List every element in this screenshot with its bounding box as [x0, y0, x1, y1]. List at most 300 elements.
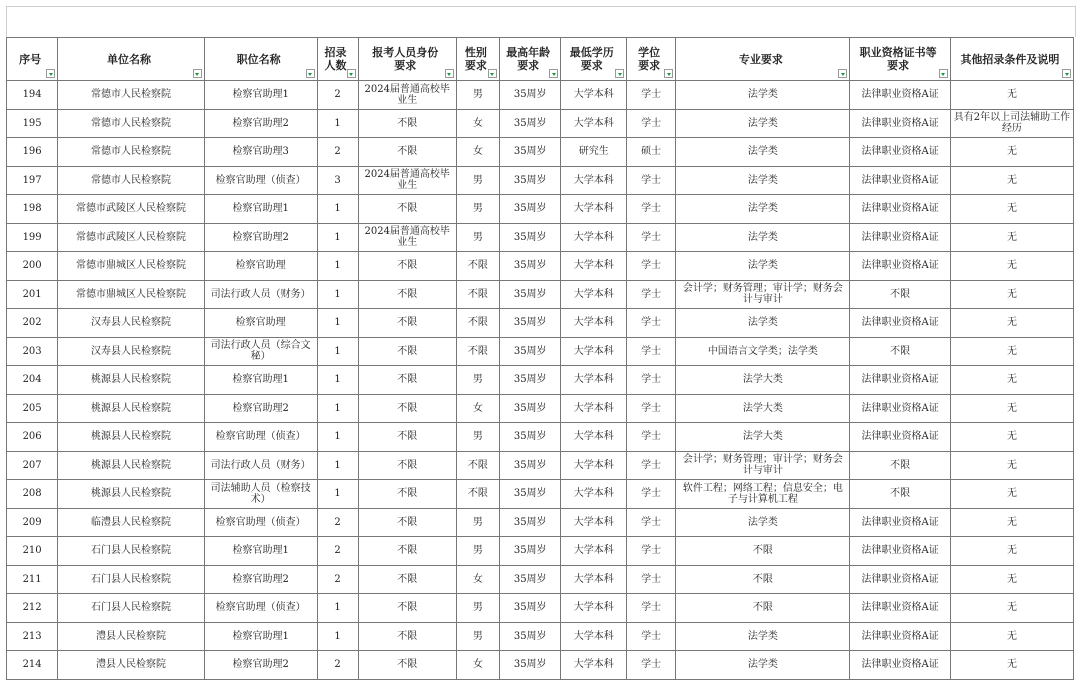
table-cell[interactable]: [676, 537, 850, 566]
table-cell[interactable]: [456, 508, 499, 537]
table-row: [7, 480, 1074, 509]
table-cell[interactable]: [317, 195, 358, 224]
table-cell[interactable]: [358, 423, 456, 452]
table-cell[interactable]: [950, 138, 1073, 167]
table-cell[interactable]: [358, 337, 456, 366]
table-cell[interactable]: [676, 337, 850, 366]
table-cell[interactable]: [499, 252, 560, 281]
table-cell[interactable]: [456, 138, 499, 167]
table-cell[interactable]: [950, 337, 1073, 366]
table-cell[interactable]: [950, 223, 1073, 252]
table-cell[interactable]: [7, 537, 58, 566]
table-cell[interactable]: [850, 508, 950, 537]
table-cell[interactable]: [317, 480, 358, 509]
table-cell[interactable]: [850, 138, 950, 167]
table-cell[interactable]: [850, 366, 950, 395]
table-cell[interactable]: [58, 195, 205, 224]
table-cell[interactable]: [627, 594, 676, 623]
table-cell[interactable]: [204, 651, 317, 680]
table-cell[interactable]: [627, 565, 676, 594]
table-cell[interactable]: [627, 138, 676, 167]
table-cell[interactable]: [850, 537, 950, 566]
table-cell[interactable]: [204, 109, 317, 138]
table-cell[interactable]: [950, 394, 1073, 423]
table-cell[interactable]: [499, 451, 560, 480]
table-cell[interactable]: [456, 81, 499, 110]
table-cell[interactable]: [358, 223, 456, 252]
filter-dropdown-icon[interactable]: [46, 69, 55, 78]
table-cell[interactable]: [499, 622, 560, 651]
table-cell[interactable]: [7, 622, 58, 651]
cell-text: 35周岁: [513, 459, 547, 471]
table-cell[interactable]: [950, 166, 1073, 195]
table-cell[interactable]: [850, 394, 950, 423]
table-cell[interactable]: [561, 223, 627, 252]
table-cell[interactable]: [58, 594, 205, 623]
filter-dropdown-icon[interactable]: [488, 69, 497, 78]
table-cell[interactable]: [676, 166, 850, 195]
table-cell[interactable]: [561, 166, 627, 195]
table-cell[interactable]: [627, 451, 676, 480]
table-cell[interactable]: [950, 109, 1073, 138]
table-cell[interactable]: [358, 480, 456, 509]
table-cell[interactable]: [850, 451, 950, 480]
table-cell[interactable]: [204, 252, 317, 281]
table-cell[interactable]: [204, 480, 317, 509]
table-cell[interactable]: [676, 394, 850, 423]
table-cell[interactable]: [317, 508, 358, 537]
table-cell[interactable]: [627, 651, 676, 680]
table-cell[interactable]: [358, 622, 456, 651]
table-cell[interactable]: [7, 223, 58, 252]
table-cell[interactable]: [676, 451, 850, 480]
cell-text: 35周岁: [513, 89, 547, 101]
table-cell[interactable]: [317, 451, 358, 480]
table-cell[interactable]: [561, 195, 627, 224]
table-cell[interactable]: [499, 223, 560, 252]
table-cell[interactable]: [317, 565, 358, 594]
table-cell[interactable]: [317, 280, 358, 309]
table-cell[interactable]: [456, 109, 499, 138]
table-cell[interactable]: [358, 508, 456, 537]
table-cell[interactable]: [561, 394, 627, 423]
cell-text: 大学本科: [573, 317, 614, 329]
table-cell[interactable]: [627, 109, 676, 138]
table-cell[interactable]: [204, 394, 317, 423]
table-cell[interactable]: [561, 337, 627, 366]
table-cell[interactable]: [676, 81, 850, 110]
cell-text: 法律职业资格A证: [861, 602, 939, 614]
table-cell[interactable]: [676, 366, 850, 395]
table-cell[interactable]: [317, 223, 358, 252]
table-cell[interactable]: [950, 81, 1073, 110]
cell-text: 女: [472, 117, 483, 129]
table-cell[interactable]: [627, 537, 676, 566]
table-cell[interactable]: [456, 366, 499, 395]
table-cell[interactable]: [850, 81, 950, 110]
table-cell[interactable]: [950, 366, 1073, 395]
table-cell[interactable]: [950, 252, 1073, 281]
table-cell[interactable]: [58, 280, 205, 309]
filter-dropdown-icon[interactable]: [193, 69, 202, 78]
table-cell[interactable]: [58, 423, 205, 452]
table-cell[interactable]: [58, 480, 205, 509]
table-cell[interactable]: [850, 166, 950, 195]
table-cell[interactable]: [456, 223, 499, 252]
table-cell[interactable]: [850, 594, 950, 623]
table-cell[interactable]: [7, 451, 58, 480]
table-cell[interactable]: [58, 366, 205, 395]
table-cell[interactable]: [58, 537, 205, 566]
table-cell[interactable]: [676, 195, 850, 224]
table-cell[interactable]: [950, 195, 1073, 224]
table-cell[interactable]: [499, 138, 560, 167]
filter-dropdown-icon[interactable]: [664, 69, 673, 78]
table-cell[interactable]: [58, 394, 205, 423]
table-cell[interactable]: [676, 309, 850, 338]
table-cell[interactable]: [358, 109, 456, 138]
table-cell[interactable]: [676, 480, 850, 509]
table-cell[interactable]: [204, 280, 317, 309]
column-header-11: [950, 38, 1073, 81]
table-cell[interactable]: [499, 594, 560, 623]
table-cell[interactable]: [499, 280, 560, 309]
table-cell[interactable]: [58, 252, 205, 281]
table-cell[interactable]: [7, 138, 58, 167]
cell-text: 196: [22, 146, 42, 158]
table-cell[interactable]: [850, 337, 950, 366]
table-cell[interactable]: [317, 138, 358, 167]
table-cell[interactable]: [358, 537, 456, 566]
table-cell[interactable]: [850, 651, 950, 680]
table-cell[interactable]: [627, 252, 676, 281]
table-cell[interactable]: [950, 508, 1073, 537]
table-cell[interactable]: [950, 280, 1073, 309]
table-cell[interactable]: [358, 166, 456, 195]
table-cell[interactable]: [561, 109, 627, 138]
cell-text: 1: [334, 288, 341, 300]
table-cell[interactable]: [499, 366, 560, 395]
table-cell[interactable]: [317, 537, 358, 566]
table-cell[interactable]: [499, 166, 560, 195]
table-cell[interactable]: [676, 138, 850, 167]
cell-text: 35周岁: [513, 659, 547, 671]
table-cell[interactable]: [850, 223, 950, 252]
cell-text: 法学类: [747, 146, 778, 158]
table-cell[interactable]: [676, 651, 850, 680]
table-cell[interactable]: [358, 280, 456, 309]
table-cell[interactable]: [204, 423, 317, 452]
table-cell[interactable]: [676, 280, 850, 309]
cell-text: 男: [472, 231, 483, 243]
table-cell[interactable]: [7, 565, 58, 594]
cell-text: 学士: [641, 117, 662, 129]
table-cell[interactable]: [627, 309, 676, 338]
table-cell[interactable]: [676, 252, 850, 281]
cell-text: 1: [334, 630, 341, 642]
table-cell[interactable]: [456, 451, 499, 480]
table-cell[interactable]: [850, 309, 950, 338]
table-cell[interactable]: [561, 508, 627, 537]
table-cell[interactable]: [358, 138, 456, 167]
table-cell[interactable]: [627, 394, 676, 423]
table-cell[interactable]: [499, 195, 560, 224]
table-cell[interactable]: [204, 138, 317, 167]
table-cell[interactable]: [561, 480, 627, 509]
table-cell[interactable]: [58, 622, 205, 651]
table-cell[interactable]: [950, 451, 1073, 480]
table-cell[interactable]: [561, 252, 627, 281]
cell-text: 无: [1006, 459, 1017, 471]
table-cell[interactable]: [456, 195, 499, 224]
filter-dropdown-icon[interactable]: [1062, 69, 1071, 78]
table-cell[interactable]: [204, 537, 317, 566]
filter-dropdown-icon[interactable]: [549, 69, 558, 78]
table-cell[interactable]: [456, 537, 499, 566]
table-cell[interactable]: [850, 565, 950, 594]
column-header-4: [358, 38, 456, 81]
table-cell[interactable]: [204, 508, 317, 537]
table-cell[interactable]: [627, 508, 676, 537]
table-cell[interactable]: [456, 309, 499, 338]
table-cell[interactable]: [204, 622, 317, 651]
table-cell[interactable]: [317, 252, 358, 281]
table-cell[interactable]: [676, 594, 850, 623]
table-cell[interactable]: [627, 480, 676, 509]
table-cell[interactable]: [627, 195, 676, 224]
table-cell[interactable]: [317, 622, 358, 651]
table-cell[interactable]: [204, 451, 317, 480]
table-cell[interactable]: [358, 195, 456, 224]
table-cell[interactable]: [7, 480, 58, 509]
table-cell[interactable]: [561, 537, 627, 566]
table-cell[interactable]: [204, 309, 317, 338]
table-cell[interactable]: [950, 480, 1073, 509]
table-cell[interactable]: [950, 594, 1073, 623]
table-cell[interactable]: [950, 423, 1073, 452]
table-cell[interactable]: [58, 565, 205, 594]
table-cell[interactable]: [627, 337, 676, 366]
table-cell[interactable]: [850, 280, 950, 309]
table-cell[interactable]: [561, 622, 627, 651]
cell-text: 司法行政人员（财务）: [210, 288, 311, 300]
table-cell[interactable]: [627, 81, 676, 110]
table-cell[interactable]: [850, 195, 950, 224]
table-cell[interactable]: [58, 337, 205, 366]
cell-text: 无: [1006, 374, 1017, 386]
table-cell[interactable]: [317, 109, 358, 138]
table-cell[interactable]: [561, 451, 627, 480]
table-cell[interactable]: [456, 565, 499, 594]
table-cell[interactable]: [58, 166, 205, 195]
table-cell[interactable]: [561, 423, 627, 452]
table-cell[interactable]: [358, 394, 456, 423]
table-cell[interactable]: [499, 394, 560, 423]
table-cell[interactable]: [456, 166, 499, 195]
table-cell[interactable]: [7, 394, 58, 423]
table-cell[interactable]: [499, 565, 560, 594]
table-cell[interactable]: [676, 423, 850, 452]
table-cell[interactable]: [499, 480, 560, 509]
table-cell[interactable]: [7, 651, 58, 680]
table-cell[interactable]: [456, 594, 499, 623]
table-cell[interactable]: [561, 138, 627, 167]
table-cell[interactable]: [7, 594, 58, 623]
table-cell[interactable]: [358, 451, 456, 480]
table-cell[interactable]: [676, 622, 850, 651]
table-cell[interactable]: [676, 223, 850, 252]
table-cell[interactable]: [850, 622, 950, 651]
table-cell[interactable]: [499, 337, 560, 366]
table-cell[interactable]: [456, 480, 499, 509]
table-cell[interactable]: [676, 109, 850, 138]
table-cell[interactable]: [676, 508, 850, 537]
table-cell[interactable]: [850, 252, 950, 281]
table-cell[interactable]: [7, 195, 58, 224]
table-cell[interactable]: [317, 594, 358, 623]
table-cell[interactable]: [499, 109, 560, 138]
table-cell[interactable]: [499, 309, 560, 338]
table-cell[interactable]: [204, 223, 317, 252]
table-cell[interactable]: [561, 366, 627, 395]
table-cell[interactable]: [7, 366, 58, 395]
table-cell[interactable]: [7, 81, 58, 110]
filter-dropdown-icon[interactable]: [306, 69, 315, 78]
table-cell[interactable]: [58, 223, 205, 252]
table-cell[interactable]: [7, 309, 58, 338]
table-cell[interactable]: [317, 166, 358, 195]
table-cell[interactable]: [358, 81, 456, 110]
table-cell[interactable]: [499, 508, 560, 537]
table-cell[interactable]: [456, 337, 499, 366]
table-cell[interactable]: [456, 394, 499, 423]
table-row: [7, 81, 1074, 110]
filter-dropdown-icon[interactable]: [445, 69, 454, 78]
cell-text: 法律职业资格A证: [861, 516, 939, 528]
cell-text: 学士: [641, 231, 662, 243]
table-cell[interactable]: [58, 138, 205, 167]
table-cell[interactable]: [561, 594, 627, 623]
table-cell[interactable]: [317, 423, 358, 452]
table-cell[interactable]: [58, 508, 205, 537]
cell-text: 澧县人民检察院: [96, 630, 167, 642]
table-cell[interactable]: [7, 166, 58, 195]
cell-text: 1: [334, 203, 341, 215]
cell-text: 不限: [397, 117, 418, 129]
table-cell[interactable]: [850, 480, 950, 509]
table-cell[interactable]: [950, 651, 1073, 680]
table-cell[interactable]: [561, 81, 627, 110]
cell-text: 无: [1006, 488, 1017, 500]
table-cell[interactable]: [7, 508, 58, 537]
table-cell[interactable]: [358, 252, 456, 281]
cell-text: 不限: [397, 431, 418, 443]
table-cell[interactable]: [204, 565, 317, 594]
table-cell[interactable]: [456, 423, 499, 452]
table-cell[interactable]: [7, 109, 58, 138]
cell-text: 197: [22, 174, 42, 186]
table-cell[interactable]: [627, 280, 676, 309]
table-cell[interactable]: [950, 309, 1073, 338]
table-cell[interactable]: [499, 81, 560, 110]
table-cell[interactable]: [499, 537, 560, 566]
table-cell[interactable]: [204, 81, 317, 110]
filter-dropdown-icon[interactable]: [939, 69, 948, 78]
table-cell[interactable]: [358, 565, 456, 594]
table-cell[interactable]: [499, 651, 560, 680]
table-cell[interactable]: [456, 280, 499, 309]
table-cell[interactable]: [358, 309, 456, 338]
table-cell[interactable]: [850, 109, 950, 138]
table-cell[interactable]: [627, 423, 676, 452]
table-cell[interactable]: [627, 166, 676, 195]
table-cell[interactable]: [204, 166, 317, 195]
table-row: [7, 594, 1074, 623]
filter-dropdown-icon[interactable]: [615, 69, 624, 78]
cell-text: 2: [334, 516, 341, 528]
table-cell[interactable]: [7, 280, 58, 309]
cell-text: 男: [472, 174, 483, 186]
table-row: [7, 195, 1074, 224]
table-cell[interactable]: [456, 651, 499, 680]
cell-text: 学士: [641, 89, 662, 101]
table-cell[interactable]: [58, 109, 205, 138]
table-row: [7, 394, 1074, 423]
table-cell[interactable]: [561, 309, 627, 338]
table-cell[interactable]: [456, 622, 499, 651]
table-cell[interactable]: [561, 565, 627, 594]
table-cell[interactable]: [204, 594, 317, 623]
table-cell[interactable]: [204, 195, 317, 224]
table-cell[interactable]: [317, 309, 358, 338]
table-cell[interactable]: [358, 366, 456, 395]
table-cell[interactable]: [950, 565, 1073, 594]
filter-dropdown-icon[interactable]: [347, 69, 356, 78]
table-cell[interactable]: [950, 622, 1073, 651]
table-cell[interactable]: [676, 565, 850, 594]
table-cell[interactable]: [317, 394, 358, 423]
table-cell[interactable]: [317, 337, 358, 366]
table-cell[interactable]: [627, 622, 676, 651]
table-cell[interactable]: [58, 309, 205, 338]
table-cell[interactable]: [317, 366, 358, 395]
table-cell[interactable]: [204, 366, 317, 395]
filter-dropdown-icon[interactable]: [838, 69, 847, 78]
table-cell[interactable]: [7, 423, 58, 452]
table-cell[interactable]: [950, 537, 1073, 566]
table-cell[interactable]: [358, 594, 456, 623]
table-cell[interactable]: [627, 223, 676, 252]
table-cell[interactable]: [456, 252, 499, 281]
table-cell[interactable]: [850, 423, 950, 452]
table-cell[interactable]: [627, 366, 676, 395]
table-cell[interactable]: [317, 651, 358, 680]
table-cell[interactable]: [58, 651, 205, 680]
table-cell[interactable]: [358, 651, 456, 680]
cell-text: 硕士: [641, 146, 662, 158]
cell-text: 具有2年以上司法辅助工作经历: [953, 112, 1071, 135]
table-cell[interactable]: [204, 337, 317, 366]
table-cell[interactable]: [499, 423, 560, 452]
table-cell[interactable]: [7, 337, 58, 366]
table-cell[interactable]: [561, 651, 627, 680]
table-cell[interactable]: [58, 451, 205, 480]
table-cell[interactable]: [317, 81, 358, 110]
cell-text: 212: [22, 602, 42, 614]
table-cell[interactable]: [58, 81, 205, 110]
table-cell[interactable]: [561, 280, 627, 309]
table-cell[interactable]: [7, 252, 58, 281]
